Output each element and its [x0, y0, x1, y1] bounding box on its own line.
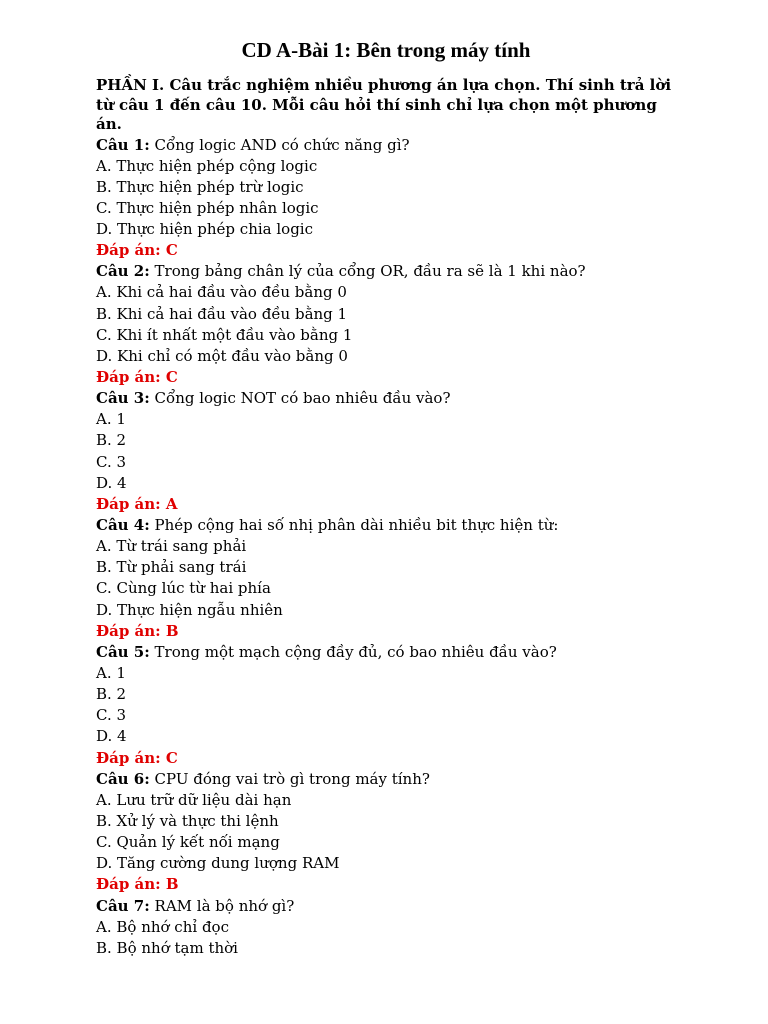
answer-option: A. 1	[96, 664, 126, 683]
answer-option: C. Cùng lúc từ hai phía	[96, 579, 271, 598]
answer-option: D. 4	[96, 727, 127, 746]
answer-option: D. 4	[96, 473, 127, 492]
question-stem	[96, 896, 676, 917]
question-block	[96, 135, 676, 262]
answer-option: C. 3	[96, 706, 127, 725]
answer-option: A. Khi cả hai đầu vào đều bằng 0	[96, 283, 347, 302]
answer-option: A. Từ trái sang phải	[96, 537, 247, 556]
correct-answer: Đáp án: B	[96, 875, 179, 894]
question-stem	[96, 388, 676, 409]
answer-option: D. Tăng cường dung lượng RAM	[96, 854, 340, 873]
correct-answer: Đáp án: C	[96, 241, 178, 260]
question-text: CPU đóng vai trò gì trong máy tính?	[149, 769, 430, 788]
answer-option: C. 3	[96, 452, 127, 471]
question-number: Câu 4:	[96, 516, 150, 535]
document-page	[96, 36, 676, 959]
question-text: RAM là bộ nhớ gì?	[149, 896, 295, 915]
question-block	[96, 896, 676, 959]
question-text: Trong một mạch cộng đầy đủ, có bao nhiêu đầu vào?	[149, 642, 557, 661]
question-text: Phép cộng hai số nhị phân dài nhiều bit thực hiện từ:	[149, 516, 559, 535]
question-number: Câu 1:	[96, 135, 150, 154]
answer-option: D. Thực hiện ngẫu nhiên	[96, 600, 283, 619]
answer-option: C. Thực hiện phép nhân logic	[96, 198, 319, 217]
answer-option: B. Khi cả hai đầu vào đều bằng 1	[96, 304, 348, 323]
answer-option: B. 2	[96, 431, 127, 450]
section-intro: PHẦN I. Câu trắc nghiệm nhiều phương án lựa chọn. Thí sinh trả lời từ câu 1 đến câu 10. Mỗi câu hỏi thí sinh chỉ lựa chọn một phương án.	[96, 76, 672, 133]
answer-option: C. Quản lý kết nối mạng	[96, 833, 280, 852]
question-block	[96, 261, 676, 388]
answer-option: D. Thực hiện phép chia logic	[96, 220, 313, 239]
question-block	[96, 388, 676, 515]
question-number: Câu 2:	[96, 262, 150, 281]
question-stem	[96, 642, 676, 663]
answer-option: B. 2	[96, 685, 127, 704]
answer-option: B. Từ phải sang trái	[96, 558, 247, 577]
question-block	[96, 642, 676, 769]
answer-option: B. Thực hiện phép trừ logic	[96, 177, 304, 196]
question-stem	[96, 135, 676, 156]
correct-answer: Đáp án: C	[96, 368, 178, 387]
correct-answer: Đáp án: A	[96, 494, 178, 513]
answer-option: A. 1	[96, 410, 126, 429]
question-list	[96, 135, 676, 959]
question-text: Cổng logic NOT có bao nhiêu đầu vào?	[149, 389, 451, 408]
answer-option: B. Bộ nhớ tạm thời	[96, 938, 238, 957]
answer-option: A. Thực hiện phép cộng logic	[96, 156, 318, 175]
answer-option: A. Bộ nhớ chỉ đọc	[96, 917, 229, 936]
question-number: Câu 5:	[96, 642, 150, 661]
correct-answer: Đáp án: C	[96, 748, 178, 767]
question-stem	[96, 515, 676, 536]
question-number: Câu 6:	[96, 769, 150, 788]
question-text: Cổng logic AND có chức năng gì?	[149, 135, 410, 154]
question-stem	[96, 261, 676, 282]
question-number: Câu 7:	[96, 896, 150, 915]
question-number: Câu 3:	[96, 389, 150, 408]
answer-option: D. Khi chỉ có một đầu vào bằng 0	[96, 346, 348, 365]
question-stem	[96, 769, 676, 790]
correct-answer: Đáp án: B	[96, 621, 179, 640]
document-title: CD A-Bài 1: Bên trong máy tính	[241, 38, 531, 62]
answer-option: C. Khi ít nhất một đầu vào bằng 1	[96, 325, 353, 344]
question-block	[96, 515, 676, 642]
answer-option: A. Lưu trữ dữ liệu dài hạn	[96, 790, 292, 809]
question-text: Trong bảng chân lý của cổng OR, đầu ra sẽ là 1 khi nào?	[149, 262, 586, 281]
question-block	[96, 769, 676, 896]
answer-option: B. Xử lý và thực thi lệnh	[96, 812, 279, 830]
